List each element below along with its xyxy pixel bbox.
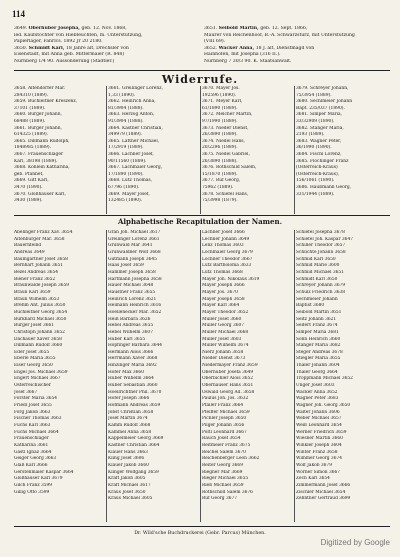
top-entry-line <box>204 26 390 33</box>
entry-number: 3652. <box>204 45 219 51</box>
entry-detail: Nürnberg 1/4 90. Aussonderung (Stadtler.) <box>14 58 115 64</box>
index-entry: Hopfinger Barbara 3644 <box>108 343 163 349</box>
index-entry: Eberle Maria 3655 <box>14 356 56 362</box>
revocation-entry: 3686. Haußmann Georg, <box>296 184 352 190</box>
top-entry-line <box>14 52 200 59</box>
index-entry: Weiß Leonhard 3654 <box>296 423 342 429</box>
index-entry: Seibold Martin 3651 <box>296 309 342 315</box>
index-entry: Pfeiffer Michael 3659 <box>202 409 250 415</box>
printer-footer: Dr. Wild'sche Buchdruckerei (Gebr. Parcus) München. <box>134 531 266 536</box>
top-entry-line <box>204 59 390 66</box>
index-entry: Schiefel Joh. Kaspar 3647 <box>296 236 353 242</box>
index-entry: Mayer Jos. 3670 <box>202 289 238 295</box>
revocation-entry: 349979 (1889). <box>108 132 143 138</box>
index-entry: Rothschild Salem 3676 <box>202 489 253 495</box>
index-entry: Pfaller Franz 3664 <box>202 403 244 409</box>
index-entry: Schmidt Karl 3650 <box>296 276 338 282</box>
index-entry: Katharina 3661 <box>14 443 49 448</box>
index-entry: Pilger Johann 3656 <box>202 423 245 429</box>
index-entry: Reitmeier Franz 3675 <box>202 443 251 448</box>
revocation-entry: 3666. Lachner Josef, <box>108 151 154 157</box>
revocation-entry: 132485 (1890). <box>108 198 143 204</box>
revocation-entry: 26/3890 (1888). <box>202 158 238 164</box>
index-entry: Niedermayer Franz 3659 <box>202 363 258 369</box>
entry-detail: led. Kaufstochter von Hiebfeuchten, m. Unterstützung, <box>14 32 143 38</box>
index-entry: Lochner Theodor 3667 <box>202 256 253 262</box>
revocation-entry: 75/3954 (1889). <box>296 92 332 98</box>
index-entry: Schulz Friedrich 3638 <box>296 289 346 295</box>
top-entries-right <box>204 26 390 66</box>
revocation-entry: 15/1870 (1889). <box>202 171 238 177</box>
index-entry: Lachner Josef 3666 <box>202 230 245 235</box>
index-entry: Josef 3667 <box>14 389 38 395</box>
index-entry: Wagner Peter 3683 <box>296 396 339 402</box>
index-entry: Jobst Christian 3658 <box>108 409 154 415</box>
index-entry: Lochmaier Georg 3679 <box>202 249 253 255</box>
index-entry: Kraft Michael 3617 <box>108 482 151 488</box>
column-separator <box>294 86 295 214</box>
revocation-entry: 3675. Niedel Gabriel, <box>202 151 250 157</box>
revocation-entry: 33/32909 (1890). <box>296 118 335 124</box>
revocation-entry: 67796 (1890). <box>108 184 140 190</box>
entry-number: 3649. <box>14 26 29 31</box>
revocation-entry: geb. Pfannet, <box>14 171 44 177</box>
page-number: 114 <box>12 9 26 19</box>
entry-number: 3651. <box>204 26 219 31</box>
index-entry: Müller Josef 3660 <box>202 316 242 322</box>
index-entry: Fuchs Karl 3663 <box>14 423 51 429</box>
revocation-column <box>108 86 200 205</box>
index-entry: Baumgartner Josef 3658 <box>14 256 68 262</box>
revocation-entry: 3669. Mayer Josef, <box>108 191 150 197</box>
revocation-entry: 3670. Gloßhauser Karl, <box>14 191 66 197</box>
index-entry: Thaler Johann 3604 <box>296 363 340 369</box>
entry-detail: Nürnberg 7 30/3 90. K. Staatsanwalt. <box>204 58 292 64</box>
index-entry: Huber Wilhelm 3664 <box>108 376 154 382</box>
index-entry: Wörner Simon 3667 <box>296 469 341 475</box>
index-entry: Herrmann Xaver 3668 <box>108 356 158 362</box>
index-entry: Schiefel Josepha 3678 <box>296 230 345 235</box>
index-entry: Heiß Barbara 3626 <box>108 316 151 322</box>
top-entry-line <box>14 33 200 40</box>
index-entry: Forster Maria 3654 <box>14 396 57 402</box>
revocation-entry: 75/3998 (1879). <box>202 198 238 204</box>
index-entry: Grünwald Mar 3641 <box>108 243 153 249</box>
index-entry: Zimmermann Josef 3666 <box>296 482 351 488</box>
top-entry-line <box>204 46 390 53</box>
index-entry: Klauer Hans 3663 <box>108 449 148 455</box>
index-entry: Huber Karl 3655 <box>108 336 146 342</box>
revocation-entry: 3679. Schreyer Johann, <box>296 86 349 91</box>
index-entry: Wolf Jakob 3679 <box>296 462 332 468</box>
index-entry: Braun Karl 3659 <box>14 289 51 295</box>
index-entry: Müller Michael 3668 <box>202 329 249 335</box>
index-entry: Christoph Johann 3652 <box>14 329 65 335</box>
index-entry: Wiesner Martin 3660 <box>296 436 343 442</box>
revocation-entry: 3664. Kastner Christian, <box>108 125 163 131</box>
entry-detail: Papierlager, Fahrlcs. 1892 Jr 20 2180. <box>14 39 103 45</box>
revocation-entry: 614325 (1889). <box>14 132 49 138</box>
index-entry: Pichler Joseph 3650 <box>202 416 247 422</box>
index-entry: Rieger Michael 3655 <box>202 476 249 482</box>
google-watermark: Digitized by Google <box>320 538 390 547</box>
index-entry: Müller Wilhelm 3674 <box>202 343 249 349</box>
index-entry: Oberbichler Alois 3652 <box>202 376 254 382</box>
name-index <box>14 230 390 522</box>
revocation-entry: 2193 (1889). <box>296 132 325 138</box>
index-entry: Dillmann Rudolf 3660 <box>14 343 63 349</box>
index-entry: Schmid Marie 3600 <box>296 263 340 269</box>
index-entry: Mayer Joseph 3666 <box>202 283 245 289</box>
revocation-entry: 36/1990 (1890). <box>296 145 332 151</box>
entry-detail: geb. 12. Nov. 1868, <box>81 26 127 31</box>
index-entry: Zehntner Gertraud 3699 <box>296 496 351 502</box>
revocation-entry: 3682. Stanger Maria, <box>296 125 344 131</box>
index-entry: Klauer Jakob 3660 <box>108 462 149 468</box>
index-entry: Klinger Wolfgang 3659 <box>108 469 159 475</box>
revocation-entry: 3683. Wagner Peter, <box>296 138 342 144</box>
index-entry: Schiller Theodor 3657 <box>296 243 346 249</box>
index-entry: Biener Franz 3652 <box>14 276 56 282</box>
index-entry: Kraus Michael 3605 <box>108 496 153 502</box>
index-entry: Hofer Joseph 3666 <box>108 396 150 402</box>
index-entry: Engert Michael 3667 <box>14 376 61 382</box>
index-entry: Fuchs Michael 3664 <box>14 429 59 435</box>
index-entry: Dachauer Xaver 3658 <box>14 336 62 342</box>
revocation-entry: 1,33 (1890). <box>108 92 136 98</box>
index-entry: Stanger Maria 3682 <box>296 343 341 349</box>
index-entry: Troppmann Michael 3652 <box>296 376 353 382</box>
index-entry: Ruf Georg 3677 <box>202 496 238 502</box>
index-entry: Kastner Christian 3664 <box>108 443 160 448</box>
revocation-entry: 68488 (1889). <box>14 118 46 124</box>
index-entry: Müller Josef 3603 <box>202 336 242 342</box>
entry-name: Schmidt Karl, <box>28 45 66 51</box>
index-entry: Hauer Michael 3648 <box>108 283 154 289</box>
index-entry: Paulus Joh. Jos. 3632 <box>202 396 249 402</box>
revocation-column <box>202 86 294 205</box>
entry-detail: (VIII 69). <box>204 39 226 45</box>
top-entry-line <box>14 46 200 53</box>
index-entry: Nieder Dienst 3673 <box>202 356 246 362</box>
index-entry: Pöltl Leonhard 3667 <box>202 429 247 435</box>
index-entry: Weber Michael 3657 <box>296 416 342 422</box>
revocation-column <box>296 86 388 198</box>
revocation-entry: 3663. Herzog Anton, <box>108 112 155 118</box>
revocation-entry: 3669. Gitt Karl, <box>14 178 49 184</box>
revocation-entry: 3430 (1889). <box>14 198 43 204</box>
revocation-entry: 3470 (1890). <box>14 184 43 190</box>
index-entry: Mayer Joh. Nikolaus 3619 <box>202 276 260 282</box>
index-entry: Gerstenmaier Kaspar 3664 <box>14 469 74 475</box>
index-entry: Reichenberger Leon 3662 <box>202 456 260 462</box>
index-entry: Hebel Wilhelm 3607 <box>108 329 153 335</box>
index-entry: Lechner Johann 3649 <box>202 236 250 242</box>
index-entry: Kling Josef 3606 <box>108 456 145 462</box>
index-entry: Wimmer Georg 3674 <box>296 456 342 462</box>
index-entry: Förg Jakob 3663 <box>14 409 51 415</box>
index-entry: Eder Josef 3655 <box>14 349 50 355</box>
index-entry: Josef Martin 3674 <box>108 416 148 422</box>
revocation-entry: 3681. Simper Maria, <box>296 112 343 118</box>
index-entry: Müller Georg 3607 <box>202 323 244 329</box>
index-entry: Thaler Georg 3664 <box>296 369 338 375</box>
index-entry: Riegner Mar 3669 <box>202 469 243 475</box>
index-entry: Frauenschläger <box>14 436 49 442</box>
index-entry: Sechlmeier Johann <box>296 296 338 302</box>
index-entry: Wagner Joh. Georg 3650 <box>296 403 351 409</box>
index-entry: Gillig Otto 3599 <box>14 489 50 495</box>
top-entry-line <box>14 39 200 46</box>
index-title: Alphabetische Recapitulation der Namen. <box>117 217 283 226</box>
revocation-entry: 3658. Altendorfer Mar. <box>14 86 66 91</box>
index-entry: Baptist 3680 <box>296 303 325 309</box>
entry-name: Oberhuber Josepha, <box>28 26 82 31</box>
index-entry: Bernhart Johann 3651 <box>14 263 64 269</box>
index-entry: Hinzinger Maria 3692 <box>108 363 157 369</box>
entry-detail: 18 Jahre alt, Drechsler von <box>65 45 129 51</box>
revocation-entry: 3671. Meyer Karl, <box>202 99 243 105</box>
index-entry: Österreichischer <box>14 383 51 389</box>
index-entry: Mayer Theodor 3652 <box>202 309 249 315</box>
column-separator <box>294 230 295 522</box>
revocation-entry: (Österreich-Kraus), <box>296 171 340 177</box>
index-entry: Seifert Franz 3674 <box>296 323 338 329</box>
entry-detail: geb. 12. Sept. 1866, <box>260 26 308 31</box>
index-entry: Hoellrichtner Phil. 3670 <box>108 389 162 395</box>
revocation-entry: 26/3890 (1889). <box>202 132 238 138</box>
revocation-entry: 20/2296 (1889). <box>202 145 238 151</box>
entry-detail: 18 J. alt, Dienstmagd von <box>255 45 315 51</box>
index-entry: Buchleitner Georg 3654 <box>14 309 68 315</box>
revocation-grid <box>14 86 390 214</box>
revocation-entry: 3665. Dillmann Rudolph, <box>14 138 70 144</box>
revocation-entry: 3662. Heinrich Anna, <box>108 99 156 105</box>
index-entry: Steger Andreas 3678 <box>296 349 343 355</box>
revocation-entry: 3667. Lachmaier Georg, <box>108 165 163 171</box>
index-entry: Hoellenecker Mar. 3652 <box>108 309 162 315</box>
index-entry: Oberhuber Josefa 3649 <box>202 369 254 375</box>
column-separator <box>106 230 107 522</box>
index-entry: Glaß Karl 3666 <box>14 462 48 468</box>
index-entry: Oswald Georg Ad. 3658 <box>202 389 255 395</box>
revocation-entry: 3678. Schiefel Hans, <box>202 191 249 197</box>
revocation-entry: Bapt. 235/037 (1890). <box>296 105 345 111</box>
index-entry: Hofmann Andreas 3659 <box>108 403 161 409</box>
revocation-entry: 156/1061 (1890). <box>296 178 335 184</box>
entry-name: Wacker Anna, <box>218 45 256 51</box>
index-entry: Kamm Rudolf 3668 <box>108 423 151 429</box>
entry-number: 3650. <box>14 45 29 51</box>
revocation-entry: 37101 (1889). <box>14 105 46 111</box>
index-entry: Zischler Michael 3654 <box>296 489 346 495</box>
index-entry: Sonn Heinrich 3660 <box>296 336 341 342</box>
index-entry: Rieß Michael 3659 <box>202 482 244 488</box>
index-entry: Friedl Josef 3655 <box>14 403 52 409</box>
index-entry: Geiger Georg 3663 <box>14 456 57 462</box>
revocation-entry: Karl, 38198 (1889). <box>14 158 58 164</box>
index-entry: Hofer Max 3660 <box>108 369 144 375</box>
column-separator <box>106 86 107 214</box>
index-entry: Haas Josef 3659 <box>108 263 144 269</box>
index-entry: Hammer Joseph 3658 <box>108 269 156 275</box>
index-entry: Huber Sebastian 3660 <box>108 383 158 389</box>
index-entry: Walter Johann 3606 <box>296 409 340 415</box>
revocation-entry: 61/1890 (1889). <box>202 105 238 111</box>
revocation-entry: 3661. Greilinger Lorenz, <box>108 86 163 91</box>
entry-detail: Eisenstadt, mit Anna geb. Mittermaier (R. 848) <box>14 52 125 58</box>
index-entry: Oberhäuser Hans 3651 <box>202 383 254 389</box>
index-entry: Kammel Anna 3658 <box>108 429 152 435</box>
index-entry: Eiser Georg 3650 <box>14 363 53 369</box>
entry-detail: Maurer von Reichenhoof, B.-A. Schwarzsturz, mit Unterstützung <box>204 32 355 38</box>
revocation-title: Widerrufe. <box>161 73 239 86</box>
revocation-entry: 97/1990 (1889). <box>202 118 238 124</box>
revocation-entry: (Österreich-Kraus) <box>296 165 338 171</box>
index-entry: Braunwalde Joseph 3659 <box>14 283 70 289</box>
revocation-entry: 81/3904 (1888). <box>108 105 144 111</box>
index-entry: Bauernfeind <box>14 243 42 249</box>
index-entry: Lutz Thomas 3668 <box>202 269 243 275</box>
revocation-entry: 3670. Mayer Jos. <box>202 86 240 91</box>
index-entry: Engel Jos. Michael 3659 <box>14 369 68 375</box>
index-entry: Gloßhauser Karl 3679 <box>14 476 63 482</box>
index-entry: Mayer Karl 3664 <box>202 303 240 309</box>
index-entry: Reichel Salem 3670 <box>202 449 246 455</box>
revocation-entry: 3672. Melcher Martin, <box>202 112 253 118</box>
index-entry: Kraft Jakob 3605 <box>108 476 146 482</box>
revocation-column <box>14 86 106 205</box>
index-entry: Braun Wilhelm 3653 <box>14 296 60 302</box>
index-entry: Lutz Bartholomä 3633 <box>202 263 252 269</box>
index-entry: Abelinger Franz Xav. 3654 <box>14 230 73 235</box>
index-entry: Andreas 3649 <box>14 249 45 255</box>
index-entry: Winter Franz 3658 <box>296 449 338 455</box>
index-entry: Haustner Franz 3655 <box>108 289 156 295</box>
index-entry: Hartmann Josepha 3658 <box>108 276 162 282</box>
index-entry: Gran Joh. Michael 3617 <box>108 230 161 235</box>
index-entry: Winkler Joseph 3604 <box>296 443 342 448</box>
revocation-entry: 284310 (1889). <box>14 92 49 98</box>
index-entry: Lenz Thomas 3603 <box>202 243 244 249</box>
divider-bottom <box>14 526 390 527</box>
revocation-entry: 75962 (1889). <box>202 184 234 190</box>
revocation-entry: 91/3904 (1888). <box>108 118 144 124</box>
revocation-entry: 3659. Buchleitner Kreszenz, <box>14 99 78 105</box>
index-entry: Grünwaldner Wolf 3668 <box>108 249 161 255</box>
top-entry-line <box>204 52 390 59</box>
divider-top <box>14 70 390 71</box>
revocation-entry: 3661. Burger Johann, <box>14 125 62 131</box>
index-entry: Bezel Andreas 3654 <box>14 269 59 275</box>
index-entry: Mayer Joseph 3658 <box>202 296 245 302</box>
index-column <box>108 230 200 503</box>
top-entry-line <box>14 26 200 33</box>
entry-detail: Hainhofen, mit Josepha (316 II.). <box>204 52 281 58</box>
column-separator <box>200 86 201 214</box>
revocation-entry: 90/11560 (1889). <box>108 158 147 164</box>
index-entry: Hebel Andreas 3655 <box>108 323 154 329</box>
revocation-entry: 3668. Köhlein Katharina, <box>14 165 70 171</box>
index-entry: Nierz Johann 3658 <box>202 349 244 355</box>
index-entry: Gilch Franz 3599 <box>14 482 53 488</box>
index-entry: Schmid Karl 3650 <box>296 256 336 262</box>
index-entry: Burger Josef 3661 <box>14 323 55 329</box>
top-entry-line <box>204 39 390 46</box>
revocation-entry: 3665. Lattner Michael, <box>108 138 160 144</box>
revocation-entry: 3673. Nieder Dienst, <box>202 125 249 131</box>
index-entry: Gastl Ignaz 3664 <box>14 449 52 455</box>
index-entry: Rauch Josef 3654 <box>202 436 241 442</box>
revocation-entry: 3668. Lutz Thomas, <box>108 178 153 184</box>
index-entry: Simper Maria 3681 <box>296 329 339 335</box>
index-entry: Schlichte Johann 3658 <box>296 249 346 255</box>
index-entry: Seitz Johann 3621 <box>296 316 337 322</box>
revocation-entry: 3685. Flöchinger Franz <box>296 158 349 164</box>
index-entry: Burkhard Michael 3650 <box>14 316 67 322</box>
revocation-entry: 331/1944 (1889). <box>296 191 335 197</box>
index-entry: Schreyer Johann 3679 <box>296 283 346 289</box>
divider-middle <box>14 215 390 216</box>
revocation-entry: 3667. Frauenschläger <box>14 151 64 157</box>
index-entry: Hermann Alois 3666 <box>108 349 154 355</box>
index-entry: Kraus Josef 3650 <box>108 489 146 495</box>
revocation-entry: 3680. Sechlmeier Johann <box>296 99 353 105</box>
column-separator <box>200 230 201 522</box>
revocation-entry: 3674. Niedel Hans, <box>202 138 245 144</box>
index-entry: Zech Karl 3654 <box>296 476 330 482</box>
index-entry: Werner Friedrich 3659 <box>296 429 347 435</box>
revocation-entry: 17/2919 (1889). <box>108 145 144 151</box>
index-column <box>296 230 388 503</box>
top-entry-line <box>204 33 390 40</box>
revocation-entry: 3677. Ruf Georg, <box>202 178 241 184</box>
index-entry: Greilinger Lorenz 3661 <box>108 236 160 242</box>
index-entry: Heinrich Lorenz 3621 <box>108 296 157 302</box>
index-column <box>202 230 294 503</box>
index-entry: Unger Josef 3603 <box>296 383 335 389</box>
revocation-entry: 3676. Rothschild Salem, <box>202 165 257 171</box>
top-entries-left <box>14 26 200 66</box>
entry-name: Seibold Martin, <box>218 26 261 31</box>
revocation-entry: 1848985 (1889). <box>14 145 51 151</box>
revocation-entry: 3684. Fischl Lorenz, <box>296 151 342 157</box>
index-entry: Heimann Heinrich 3616 <box>108 303 162 309</box>
revocation-entry: 17/1890 (1890). <box>108 171 144 177</box>
index-entry: Stiegler Maria 3655 <box>296 356 341 362</box>
index-entry: Reiter Georg 3669 <box>202 462 243 468</box>
top-entry-line <box>14 59 200 66</box>
index-entry: Gutmann Joseph 3645 <box>108 256 157 262</box>
revocation-entry: 3660. Burger Johann, <box>14 112 62 118</box>
index-entry: Schmid Michael 3651 <box>296 269 344 275</box>
index-entry: Aitenburger Mar. 3658 <box>14 236 65 242</box>
index-column <box>14 230 106 496</box>
revocation-entry: 192596 (1890). <box>202 92 237 98</box>
index-entry: Kappelmeier Georg 3669 <box>108 436 164 442</box>
index-entry: Wacker Anna 3652 <box>296 389 338 395</box>
index-entry: Fischer Thomas 3663 <box>14 416 62 422</box>
index-entry: Brehm Ant. Julius 3650 <box>14 303 66 309</box>
